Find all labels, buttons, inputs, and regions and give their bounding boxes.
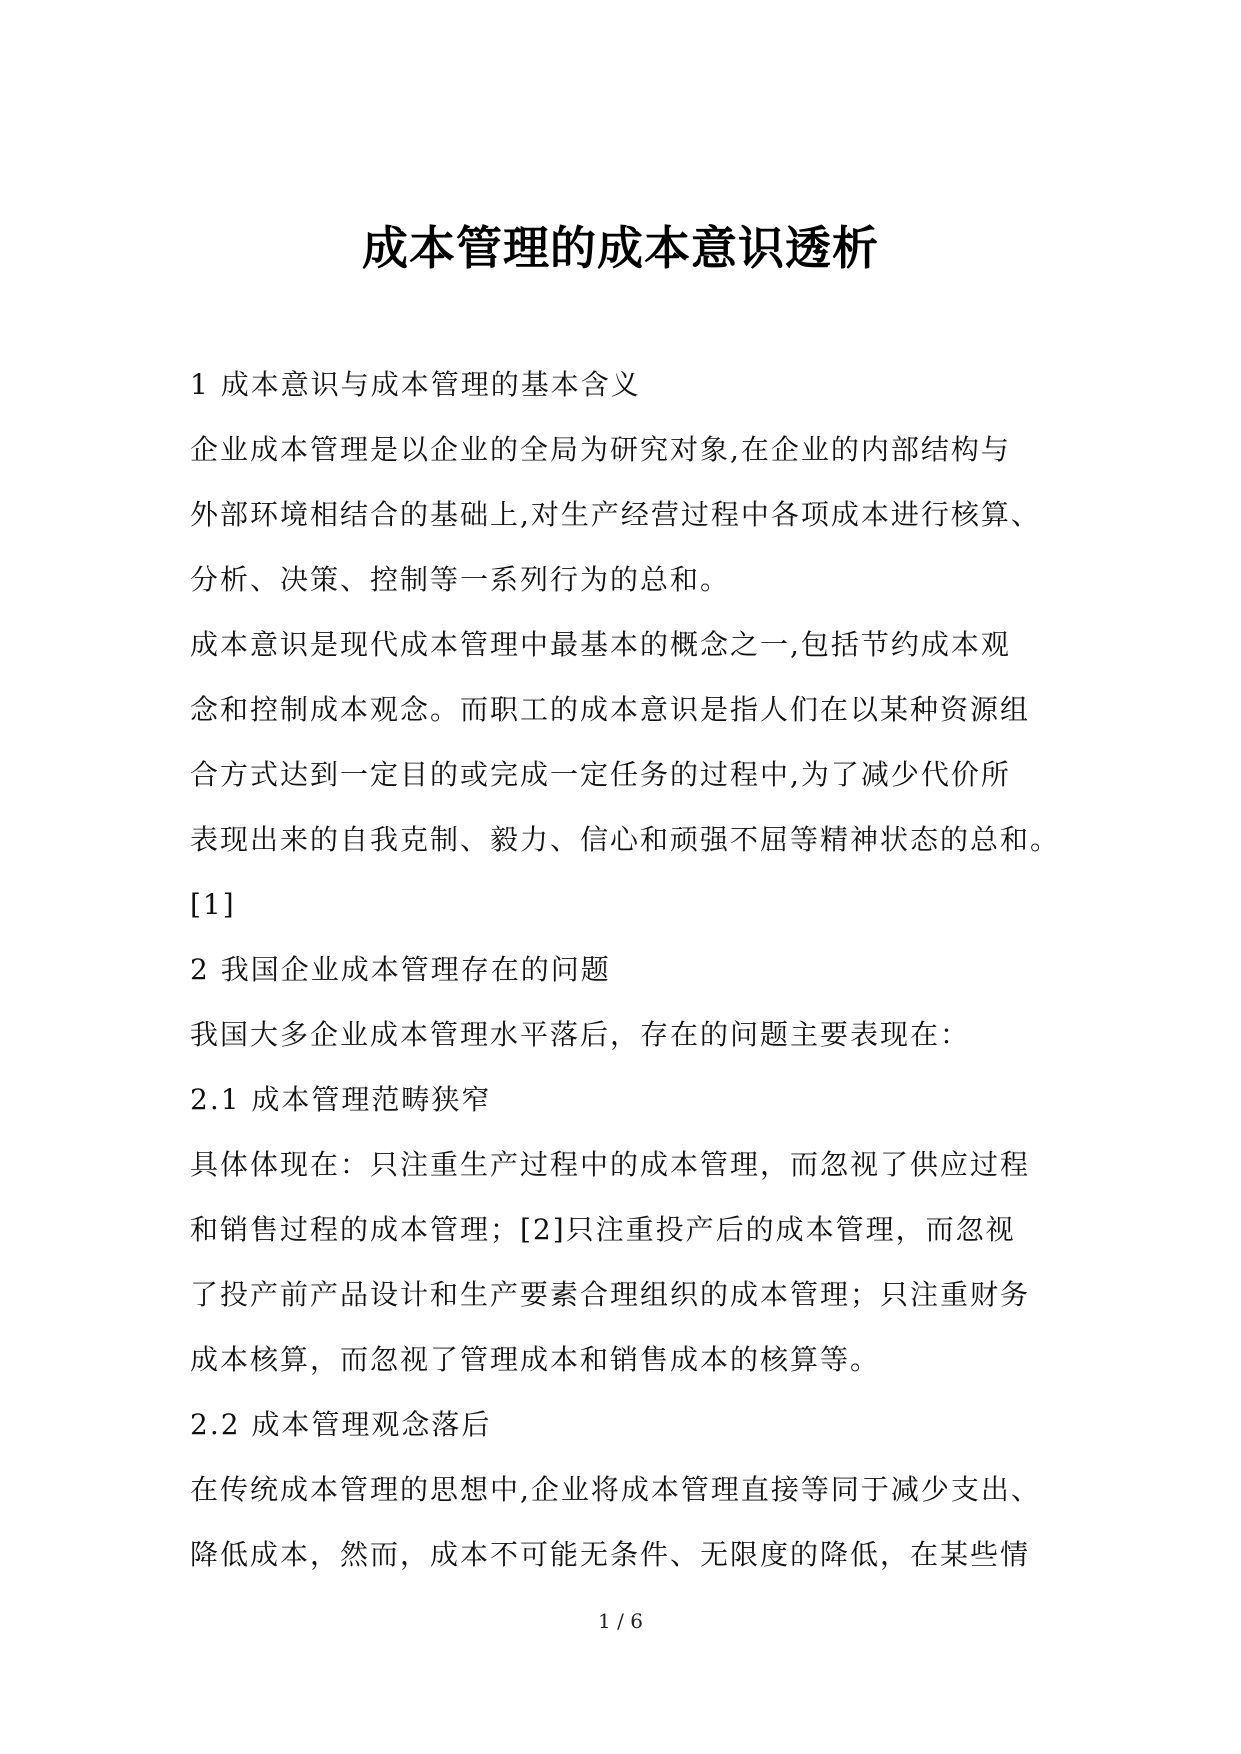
paragraph-line: 念和控制成本观念。而职工的成本意识是指人们在以某种资源组 xyxy=(190,693,1031,726)
paragraph-line: 外部环境相结合的基础上,对生产经营过程中各项成本进行核算、 xyxy=(190,498,1041,531)
paragraph-line: 表现出来的自我克制、毅力、信心和顽强不屈等精神状态的总和。 xyxy=(190,823,1061,856)
paragraph-line: 分析、决策、控制等一系列行为的总和。 xyxy=(190,563,731,596)
citation-reference: [1] xyxy=(190,888,236,921)
paragraph-line: 降低成本，然而，成本不可能无条件、无限度的降低，在某些情 xyxy=(190,1538,1031,1571)
paragraph-line: 具体体现在：只注重生产过程中的成本管理，而忽视了供应过程 xyxy=(190,1148,1031,1181)
page-number: 1 / 6 xyxy=(598,1609,643,1633)
subheading-2-1: 2.1 成本管理范畴狭窄 xyxy=(190,1083,492,1116)
paragraph-line: 合方式达到一定目的或完成一定任务的过程中,为了减少代价所 xyxy=(190,758,1011,791)
heading-1: 1 成本意识与成本管理的基本含义 xyxy=(190,368,641,401)
document-body xyxy=(190,352,1070,1587)
paragraph-line: 企业成本管理是以企业的全局为研究对象,在企业的内部结构与 xyxy=(190,433,1011,466)
paragraph-line: 在传统成本管理的思想中,企业将成本管理直接等同于减少支出、 xyxy=(190,1473,1041,1506)
paragraph-line: 成本核算，而忽视了管理成本和销售成本的核算等。 xyxy=(190,1343,881,1376)
paragraph-line: 成本意识是现代成本管理中最基本的概念之一,包括节约成本观 xyxy=(190,628,1011,661)
heading-2: 2 我国企业成本管理存在的问题 xyxy=(190,953,611,986)
subheading-2-2: 2.2 成本管理观念落后 xyxy=(190,1408,492,1441)
paragraph-line: 了投产前产品设计和生产要素合理组织的成本管理；只注重财务 xyxy=(190,1278,1031,1311)
document-title: 成本管理的成本意识透析 xyxy=(362,221,879,275)
paragraph-line: 我国大多企业成本管理水平落后，存在的问题主要表现在： xyxy=(190,1018,971,1051)
paragraph-line: 和销售过程的成本管理；[2]只注重投产后的成本管理，而忽视 xyxy=(190,1213,1016,1246)
